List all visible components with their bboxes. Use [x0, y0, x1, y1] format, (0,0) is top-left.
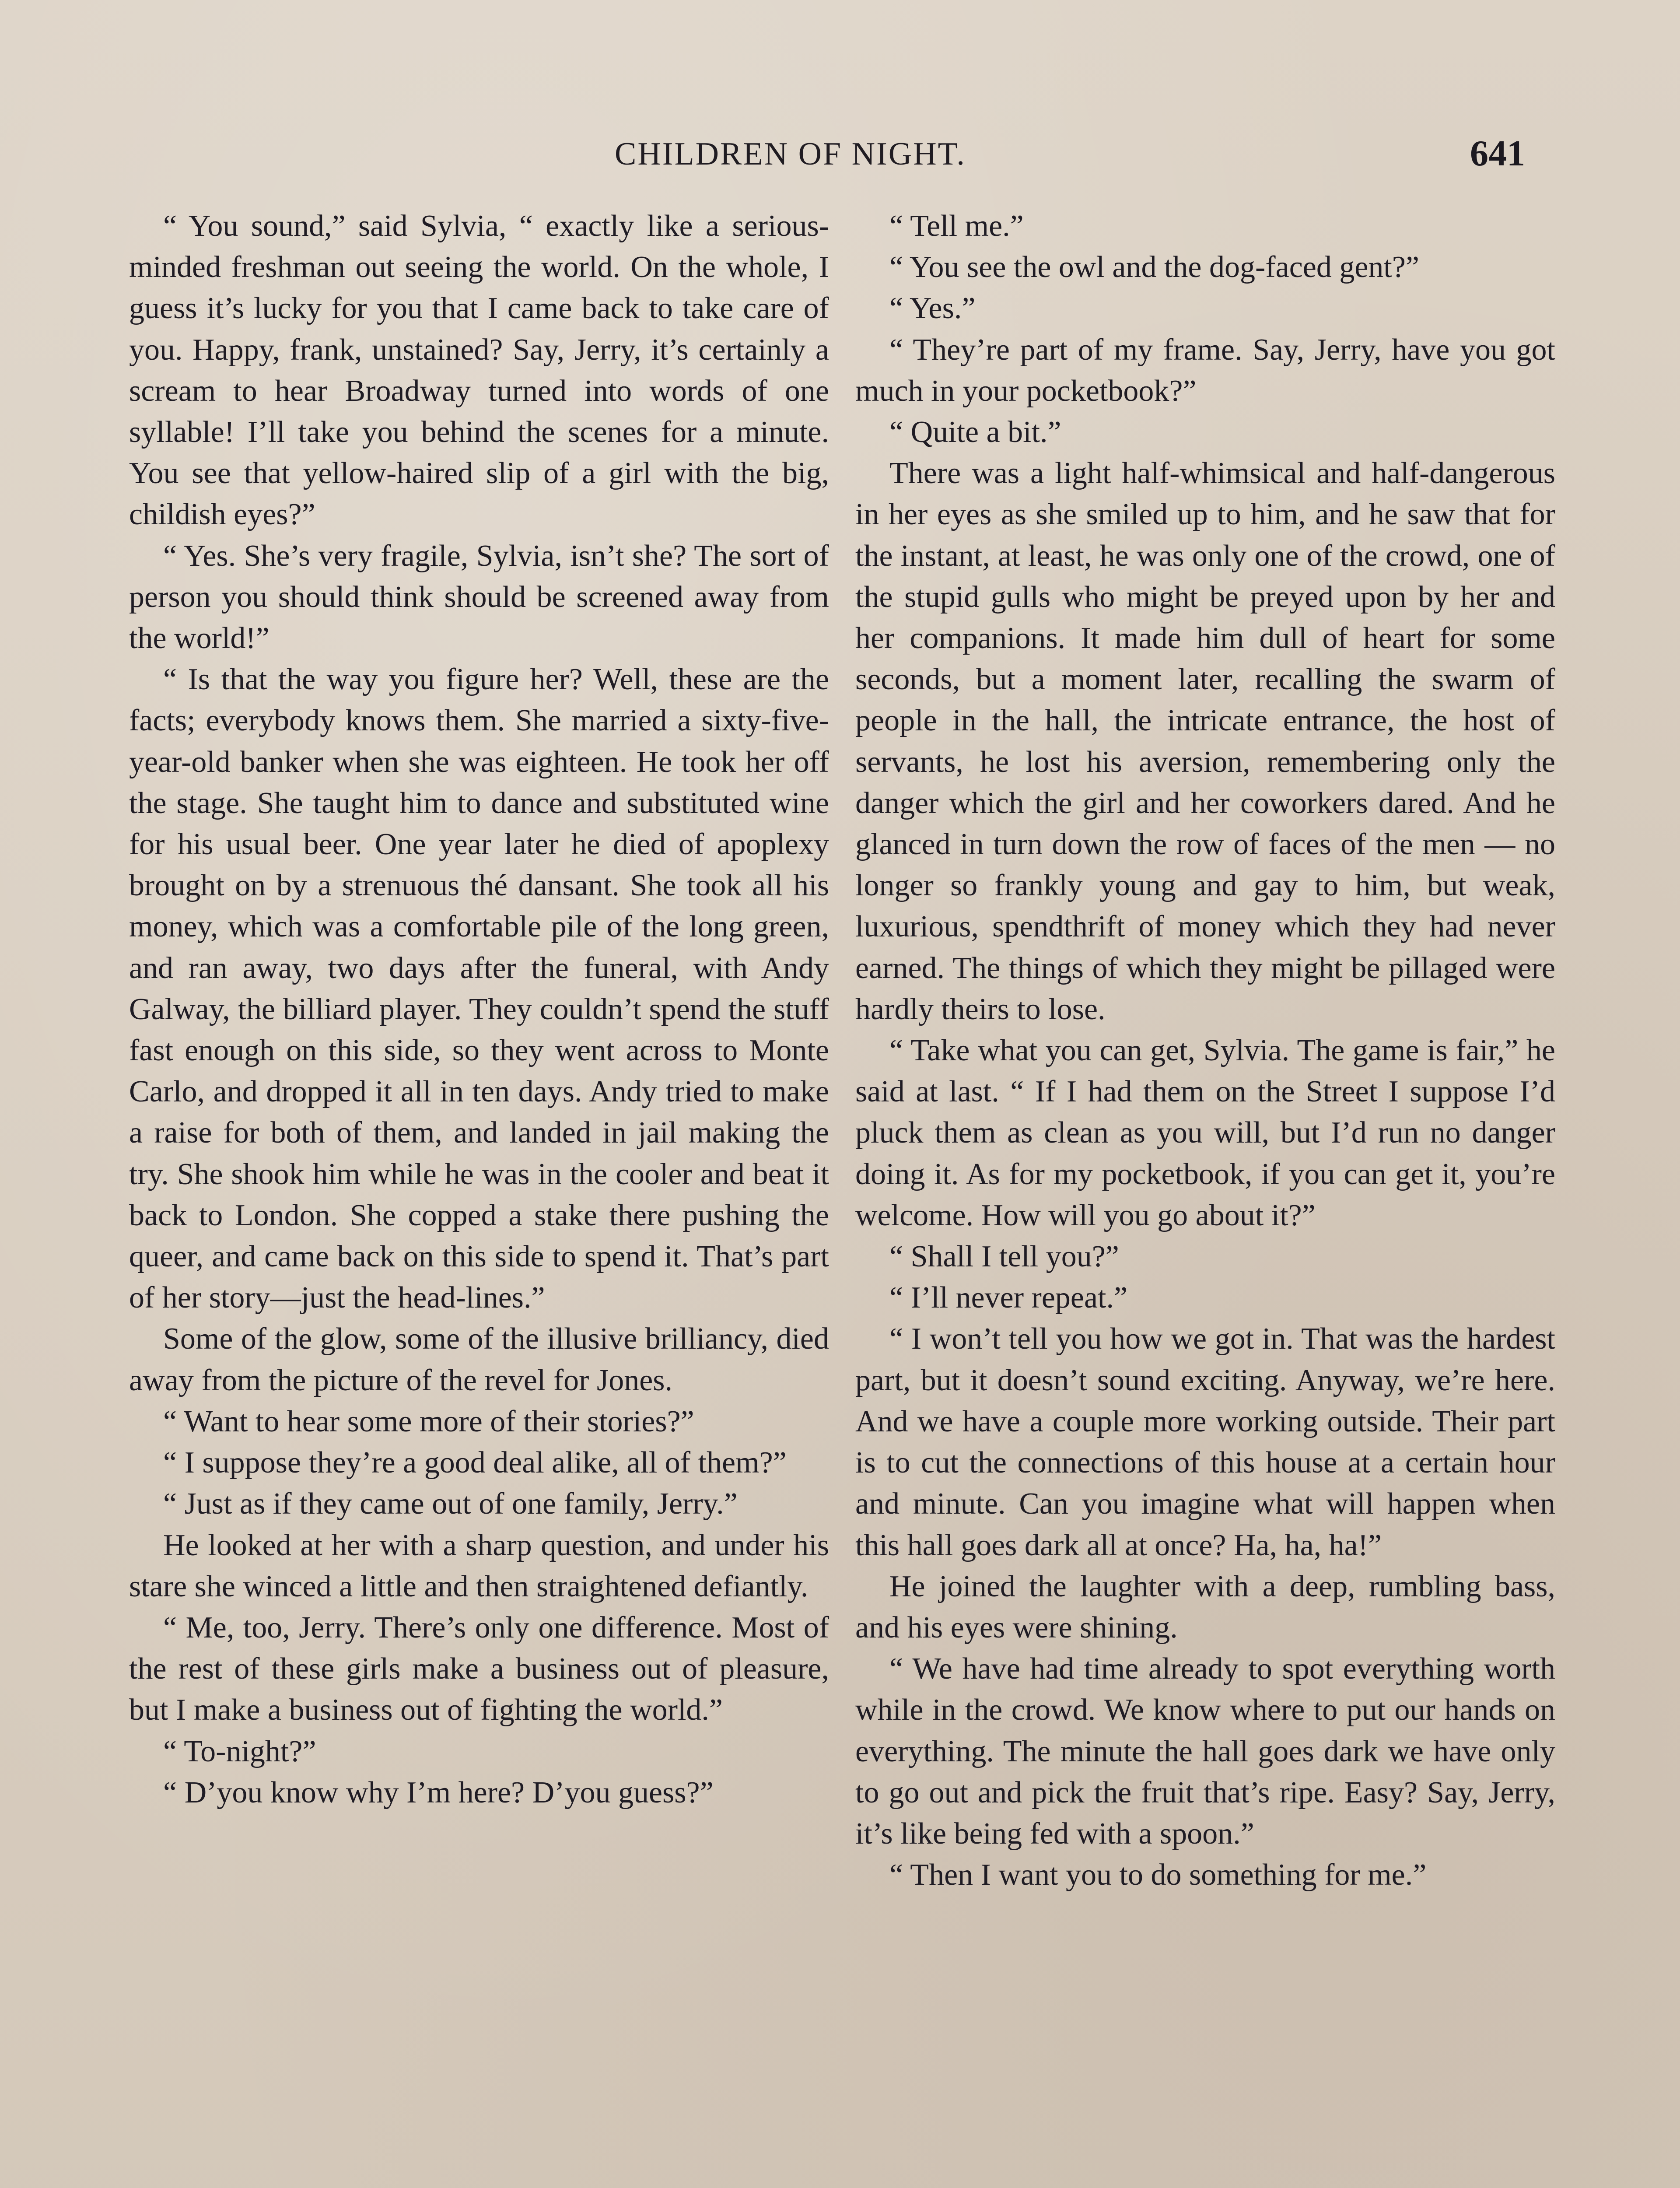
paragraph: Some of the glow, some of the illusive brilliancy, died away from the picture of the revel for Jones. [129, 1322, 829, 1397]
paragraph: “ Is that the way you figure her? Well, these are the facts; everybody knows them. She married a sixty-five-year-old banker when she was eighteen. He took her off the stage. She taught him to dance and substituted wine for his usual beer. One year later he died of apoplexy brought on by a strenuous thé dansant. She took all his money, which was a comfortable pile of the long green, and ran away, two days after the funeral, with Andy Galway, the billiard player. They couldn’t spend the stuff fast enough on this side, so they went across to Monte Carlo, and dropped it all in ten days. Andy tried to make a raise for both of them, and landed in jail making the try. She shook him while he was in the cooler and beat it back to London. She copped a stake there pushing the queer, and came back on this side to spend it. That’s part of her story—just the head-lines.” [129, 663, 829, 1315]
paragraph: “ I’ll never repeat.” [889, 1281, 1128, 1315]
paragraph: “ I won’t tell you how we got in. That was the hardest part, but it doesn’t sound exciting. Anyway, we’re here. And we have a couple more working outside. Their part is to cut the connections of this house at a certain hour and minute. Can you imagine what will happen when this hall goes dark all at once? Ha, ha, ha!” [855, 1322, 1555, 1562]
text-column-right [855, 206, 1555, 1896]
paragraph: “ Tell me.” [889, 209, 1024, 243]
paragraph: “ I suppose they’re a good deal alike, all of them?” [163, 1446, 787, 1480]
paragraph: “ Want to hear some more of their stories?” [163, 1404, 694, 1438]
paragraph: “ Quite a bit.” [889, 415, 1061, 449]
paragraph: “ Then I want you to do something for me.” [889, 1858, 1427, 1892]
paragraph: He joined the laughter with a deep, rumbling bass, and his eyes were shining. [855, 1569, 1555, 1645]
paragraph: “ Yes. She’s very fragile, Sylvia, isn’t she? The sort of person you should think should be screened away from the world!” [129, 539, 829, 656]
page-number: 641 [1470, 133, 1525, 174]
paragraph: “ Take what you can get, Sylvia. The game is fair,” he said at last. “ If I had them on the Street I suppose I’d pluck them as clean as you will, but I’d run no danger doing it. As for my pocketbook, if you can get it, you’re welcome. How will you go about it?” [855, 1034, 1555, 1232]
paragraph: “ Shall I tell you?” [889, 1240, 1119, 1274]
paragraph: “ To-night?” [163, 1734, 316, 1768]
running-head-title: CHILDREN OF NIGHT. [615, 136, 966, 172]
text-column-left [129, 206, 829, 1813]
paragraph: He looked at her with a sharp question, and under his stare she winced a little and then straightened defiantly. [129, 1528, 829, 1603]
paragraph: “ Just as if they came out of one family, Jerry.” [163, 1487, 738, 1521]
paragraph: “ D’you know why I’m here? D’you guess?” [163, 1775, 714, 1809]
paragraph: “ You see the owl and the dog-faced gent?” [889, 250, 1419, 284]
paragraph: “ You sound,” said Sylvia, “ exactly like a serious-minded freshman out seeing the world. On the whole, I guess it’s lucky for you that I came back to take care of you. Happy, frank, unstained? Say, Jerry, it’s certainly a scream to hear Broadway turned into words of one syllable! I’ll take you behind the scenes for a minute. You see that yellow-haired slip of a girl with the big, childish eyes?” [129, 209, 829, 532]
paragraph: “ We have had time already to spot everything worth while in the crowd. We know where to put our hands on everything. The minute the hall goes dark we have only to go out and pick the fruit that’s ripe. Easy? Say, Jerry, it’s like being fed with a spoon.” [855, 1652, 1555, 1851]
paragraph: “ Me, too, Jerry. There’s only one difference. Most of the rest of these girls make a business out of pleasure, but I make a business out of fighting the world.” [129, 1610, 829, 1727]
paragraph: “ Yes.” [889, 291, 976, 326]
paragraph: “ They’re part of my frame. Say, Jerry, have you got much in your pocketbook?” [855, 333, 1555, 408]
paragraph: There was a light half-whimsical and half-dangerous in her eyes as she smiled up to him, and he saw that for the instant, at least, he was only one of the crowd, one of the stupid gulls who might be preyed upon by her and her companions. It made him dull of heart for some seconds, but a moment later, recalling the swarm of people in the hall, the intricate entrance, the host of servants, he lost his aversion, remembering only the danger which the girl and her coworkers dared. And he glanced in turn down the row of faces of the men — no longer so frankly young and gay to him, but weak, luxurious, spendthrift of money which they had never earned. The things of which they might be pillaged were hardly theirs to lose. [855, 456, 1555, 1026]
